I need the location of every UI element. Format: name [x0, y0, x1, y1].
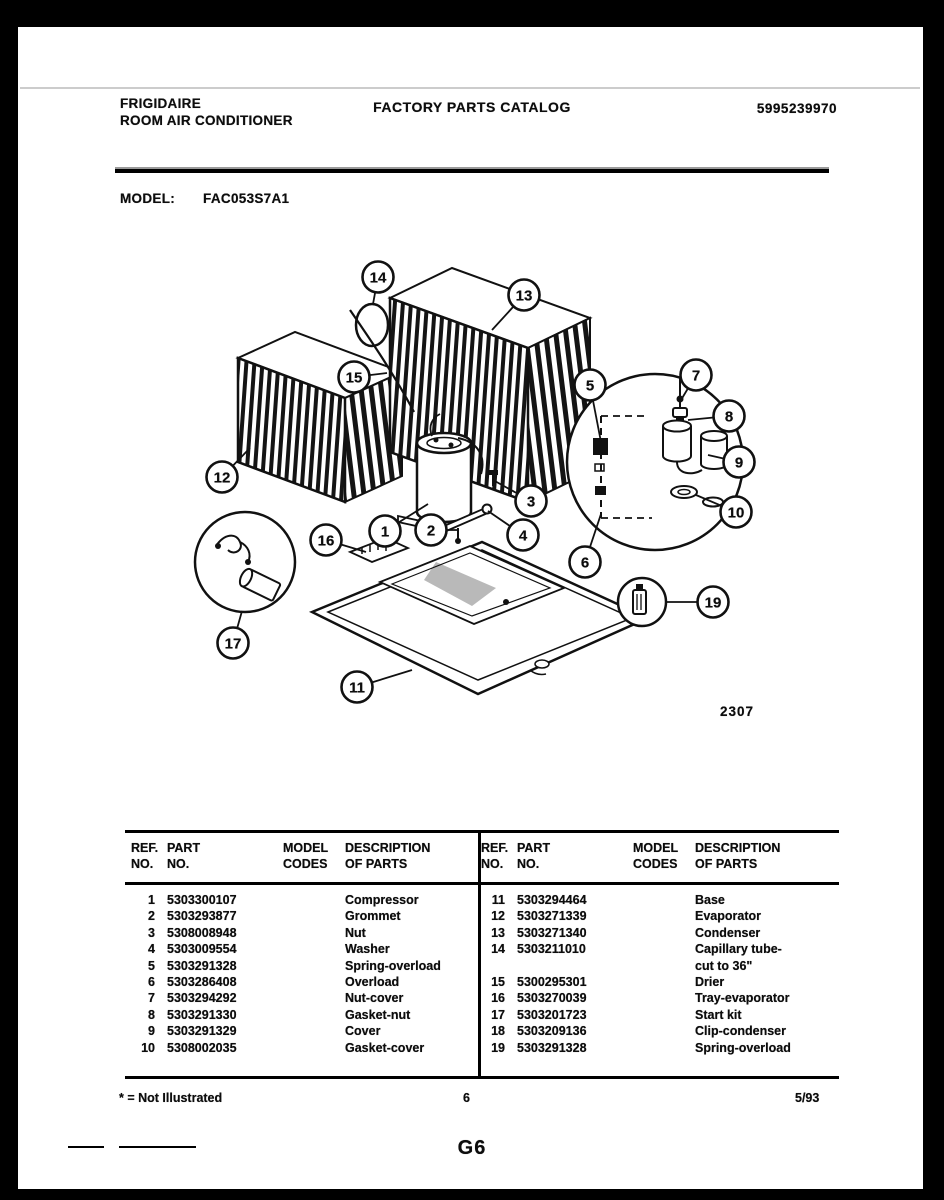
part-no-cell: 5303211010: [517, 942, 586, 957]
publication-number: 5995239970: [756, 101, 837, 116]
ref-no-cell: 11: [491, 893, 505, 907]
ref-no-cell: 19: [491, 1040, 505, 1055]
header-part-no: PART NO.: [517, 841, 551, 871]
ref-no-cell: 3: [148, 925, 155, 940]
part-no-cell: 5303291328: [517, 1040, 587, 1055]
model-codes-cell: [283, 925, 345, 941]
parts-table: [125, 830, 839, 1079]
brand-line2: ROOM AIR CONDITIONER: [120, 113, 293, 128]
callout-number: 15: [345, 369, 363, 387]
ref-no-cell: 7: [148, 991, 155, 1006]
evaporator-coil: [238, 332, 402, 502]
table-body-right: [481, 892, 833, 1056]
clip-detail-circle: [618, 578, 666, 626]
header-part-no: PART NO.: [167, 841, 201, 871]
model-codes-cell: [283, 958, 345, 974]
part-no-cell: 5308008948: [167, 925, 237, 940]
callout-number: 6: [580, 554, 590, 572]
model-codes-cell: [283, 941, 345, 957]
table-row: [481, 1007, 833, 1023]
table-header: [481, 833, 833, 872]
callout-11: [342, 670, 413, 703]
ref-no-cell: 8: [148, 1007, 155, 1022]
table-row: [131, 941, 471, 957]
table-row: [131, 974, 471, 990]
table-row: [481, 974, 833, 990]
callout-17: [218, 611, 249, 659]
scan-artifact-fold-line: [20, 87, 920, 89]
description-cell: Washer: [345, 942, 390, 957]
ref-no-cell: 16: [491, 991, 505, 1006]
header-description: DESCRIPTION OF PARTS: [695, 841, 781, 871]
model-codes-cell: [283, 1007, 345, 1023]
description-cell: Nut-cover: [345, 991, 404, 1006]
description-cell: Spring-overload: [345, 958, 441, 973]
description-cell: Grommet: [345, 909, 401, 924]
start-kit-detail-circle: [195, 512, 295, 612]
description-cell: Base: [695, 893, 725, 907]
ref-no-cell: 15: [491, 975, 505, 990]
table-row: [481, 892, 833, 908]
parts-table-left-half: [131, 833, 471, 1076]
callout-number: 8: [724, 408, 734, 426]
callout-number: 4: [518, 527, 528, 545]
table-row: [481, 1023, 833, 1039]
table-row: [481, 941, 833, 974]
table-body-left: [131, 892, 471, 1056]
table-row: [131, 1040, 471, 1056]
description-cell: Gasket-nut: [345, 1007, 411, 1022]
table-row: [131, 908, 471, 924]
part-no-cell: 5303291328: [167, 958, 237, 973]
callout-number: 17: [224, 635, 242, 653]
part-no-cell: 5303271340: [517, 925, 587, 940]
model-label: MODEL:: [120, 191, 176, 206]
model-codes-cell: [283, 892, 345, 908]
description-cell: Spring-overload: [695, 1040, 791, 1055]
brand-line1: FRIGIDAIRE: [120, 96, 202, 111]
part-no-cell: 5303201723: [517, 1007, 587, 1022]
part-no-cell: 5303294292: [167, 991, 237, 1006]
description-cell: Capillary tube- cut to 36": [695, 941, 833, 974]
header-model-codes: MODEL CODES: [633, 841, 679, 871]
part-no-cell: 5303300107: [167, 893, 237, 907]
part-no-cell: 5300295301: [517, 975, 587, 990]
description-cell: Evaporator: [695, 909, 761, 924]
callout-number: 2: [426, 522, 436, 540]
description-cell: Start kit: [695, 1007, 742, 1022]
callout-number: 11: [349, 679, 365, 697]
table-row: [131, 1023, 471, 1039]
description-cell: Clip-condenser: [695, 1024, 786, 1039]
table-row: [481, 1040, 833, 1056]
scan-artifact-bottom: [0, 1189, 944, 1200]
parts-table-right-half: [481, 833, 833, 1076]
description-cell: Gasket-cover: [345, 1040, 425, 1055]
model-codes-cell: [633, 925, 695, 941]
model-codes-cell: [283, 908, 345, 924]
table-row: [131, 1007, 471, 1023]
callout-number: 9: [734, 454, 744, 472]
catalog-title: FACTORY PARTS CATALOG: [373, 99, 571, 115]
ref-no-cell: 13: [491, 925, 505, 940]
callout-12: [207, 448, 251, 493]
model-codes-cell: [633, 941, 695, 974]
part-no-cell: 5308002035: [167, 1040, 237, 1055]
description-cell: Condenser: [695, 925, 761, 940]
callout-number: 7: [691, 367, 701, 385]
table-row: [131, 925, 471, 941]
model-codes-cell: [633, 1007, 695, 1023]
part-no-cell: 5303009554: [167, 942, 237, 957]
description-cell: Overload: [345, 975, 400, 990]
callout-number: 12: [213, 469, 231, 487]
scan-artifact-line-2: [119, 1146, 196, 1148]
header-model-codes: MODEL CODES: [283, 841, 329, 871]
callout-number: 19: [704, 594, 722, 612]
description-cell: Cover: [345, 1024, 381, 1039]
model-codes-cell: [633, 974, 695, 990]
model-codes-cell: [633, 908, 695, 924]
table-row: [131, 990, 471, 1006]
part-no-cell: 5303209136: [517, 1024, 587, 1039]
model-value: FAC053S7A1: [203, 191, 290, 206]
callout-number: 1: [380, 523, 390, 541]
description-cell: Tray-evaporator: [695, 991, 790, 1006]
part-no-cell: 5303271339: [517, 909, 587, 924]
callout-number: 14: [369, 269, 387, 287]
callout-number: 5: [585, 377, 595, 395]
model-codes-cell: [633, 892, 695, 908]
part-no-cell: 5303294464: [517, 893, 587, 907]
model-codes-cell: [283, 1040, 345, 1056]
callout-number: 10: [727, 504, 745, 522]
ref-no-cell: 5: [148, 958, 155, 973]
model-codes-cell: [283, 1023, 345, 1039]
part-no-cell: 5303291330: [167, 1007, 237, 1022]
model-codes-cell: [633, 1040, 695, 1056]
ref-no-cell: 12: [491, 909, 505, 924]
ref-no-cell: 1: [148, 893, 155, 907]
ref-no-cell: 6: [148, 975, 155, 990]
table-row: [481, 990, 833, 1006]
brand-block: [120, 95, 293, 129]
table-row: [481, 925, 833, 941]
callout-19: [666, 587, 729, 618]
table-header: [131, 833, 471, 872]
table-row: [131, 892, 471, 908]
ref-no-cell: 2: [148, 909, 155, 924]
ref-no-cell: 10: [141, 1040, 155, 1055]
scan-artifact-top: [0, 0, 944, 27]
figure-number: 2307: [719, 704, 755, 719]
not-illustrated-note: * = Not Illustrated: [119, 1091, 223, 1105]
header-ref-no: REF. NO.: [481, 841, 509, 871]
description-cell: Drier: [695, 975, 725, 990]
model-codes-cell: [283, 974, 345, 990]
ref-no-cell: 18: [491, 1024, 505, 1039]
scan-artifact-right: [923, 0, 944, 1200]
callout-number: 16: [317, 532, 335, 550]
header-rule: [115, 167, 829, 173]
description-cell: Nut: [345, 925, 366, 940]
page-number: 6: [463, 1091, 470, 1105]
part-no-cell: 5303286408: [167, 975, 237, 990]
scan-artifact-left: [0, 0, 18, 1200]
model-line: [120, 191, 289, 206]
callout-number: 13: [515, 287, 533, 305]
table-row: [481, 908, 833, 924]
ref-no-cell: 17: [491, 1007, 505, 1022]
header-ref-no: REF. NO.: [131, 841, 159, 871]
table-row: [131, 958, 471, 974]
ref-no-cell: 9: [148, 1024, 155, 1039]
part-no-cell: 5303270039: [517, 991, 587, 1006]
scan-artifact-line-1: [68, 1146, 104, 1148]
header-description: DESCRIPTION OF PARTS: [345, 841, 431, 871]
model-codes-cell: [633, 1023, 695, 1039]
section-page-code: G6: [457, 1137, 487, 1159]
revision-date: 5/93: [795, 1091, 820, 1105]
exploded-parts-diagram: [140, 250, 800, 730]
part-no-cell: 5303293877: [167, 909, 237, 924]
description-cell-line2: cut to 36": [695, 958, 753, 973]
model-codes-cell: [633, 990, 695, 1006]
model-codes-cell: [283, 990, 345, 1006]
callout-number: 3: [526, 493, 536, 511]
ref-no-cell: 4: [148, 942, 155, 957]
ref-no-cell: 14: [491, 942, 505, 957]
part-no-cell: 5303291329: [167, 1024, 237, 1039]
description-cell: Compressor: [345, 893, 419, 907]
